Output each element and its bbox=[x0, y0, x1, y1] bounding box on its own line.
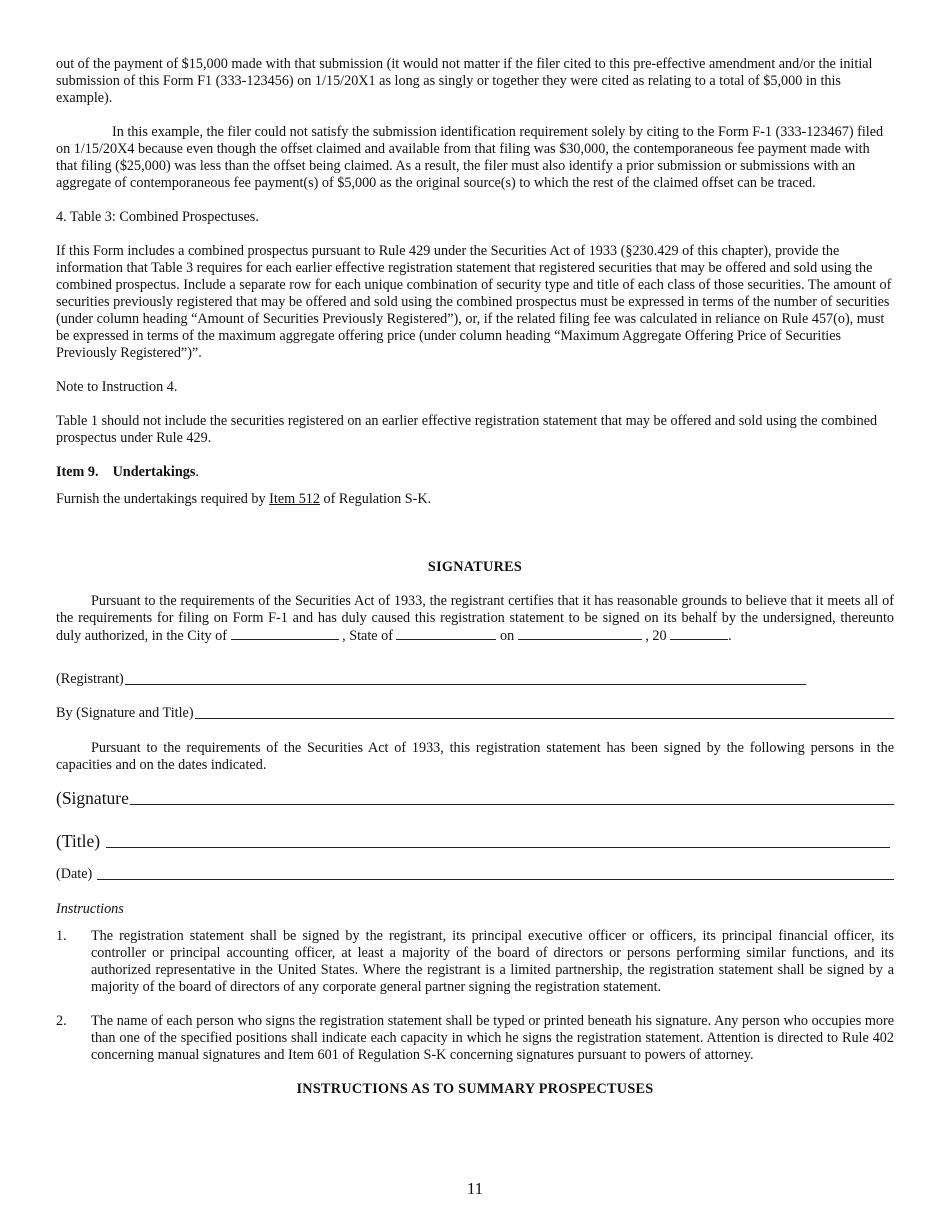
subheading-table3: 4. Table 3: Combined Prospectuses. bbox=[56, 209, 259, 225]
city-blank[interactable] bbox=[231, 627, 339, 640]
item9-text-before: Furnish the undertakings required by bbox=[56, 491, 270, 507]
instruction-item bbox=[56, 1013, 894, 1064]
item9-heading bbox=[56, 464, 894, 481]
paragraph-example: In this example, the filer could not satisfy the submission identification requirement solely by citing to the Form F-1 (333-123467) filed on 1/15/20X4 because even though the offset claimed and available from that filing was $30,000, the contemporaneous fee payment made with that filing ($25,000) was less than the offset being claimed. As a result, the filer must also identify a prior submission or submissions with an aggregate of contemporaneous fee payment(s) of $5,000 as the original source(s) to which the rest of the claimed offset can be traced. bbox=[56, 124, 884, 191]
instruction-text: The registration statement shall be signed by the registrant, its principal executive officer or officers, its principal financial officer, its controller or principal accounting officer, at least a majority of the board of directors or persons performing similar functions, and its authorized representative in the United States. Where the registrant is a limited partnership, the registration statement shall be signed by a majority of the board of directors of any corporate general partner signing the registration statement. bbox=[91, 928, 894, 995]
instruction-number: 2. bbox=[56, 1013, 67, 1029]
by-label: By (Signature and Title) bbox=[56, 705, 194, 721]
year-blank[interactable] bbox=[670, 627, 728, 640]
instruction-item bbox=[56, 928, 894, 996]
item512-link[interactable]: Item 512 bbox=[269, 491, 320, 507]
instruction-number: 1. bbox=[56, 928, 67, 944]
signatures-heading: SIGNATURES bbox=[427, 559, 523, 575]
signatures-intro bbox=[56, 593, 894, 645]
paragraph-combined-prospectus: If this Form includes a combined prospectus pursuant to Rule 429 under the Securities Act of 1933 (§230.429 of this chapter), provide the information that Table 3 requires for each earlier effective registration statement that registered securities that may be offered and sold using the combined prospectus. Include a separate row for each unique combination of security type and title of each class of those securities. The amount of securities previously registered that may be offered and sold using the combined prospectus must be expressed in terms of the number of securities (under column heading “Amount of Securities Previously Registered”), or, if the related filing fee was calculated in reliance on Rule 457(o), must be expressed in terms of the maximum aggregate offering price (under column heading “Maximum Aggregate Offering Price of Securities Previously Registered”)”. bbox=[56, 243, 892, 361]
end-period: . bbox=[728, 628, 732, 644]
summary-prospectuses-heading: INSTRUCTIONS AS TO SUMMARY PROSPECTUSES bbox=[296, 1081, 654, 1097]
item9-text-after: of Regulation S-K. bbox=[320, 491, 432, 507]
on-label: on bbox=[496, 628, 518, 644]
registrant-blank[interactable] bbox=[125, 684, 806, 685]
title-label: (Title) bbox=[56, 831, 101, 851]
date-label: (Date) bbox=[56, 866, 93, 882]
title-blank[interactable] bbox=[106, 847, 890, 848]
registrant-label: (Registrant) bbox=[56, 671, 124, 687]
date-blank[interactable] bbox=[518, 627, 642, 640]
paragraph-table1-note: Table 1 should not include the securities registered on an earlier effective registration statement that may be offered and sold using the combined prospectus under Rule 429. bbox=[56, 413, 878, 446]
registrant-line bbox=[56, 671, 806, 688]
item9-title: Undertakings bbox=[112, 464, 196, 480]
signature-label: (Signature bbox=[56, 788, 129, 808]
date-line bbox=[56, 866, 894, 883]
instructions-label: Instructions bbox=[56, 901, 124, 917]
state-blank[interactable] bbox=[396, 627, 496, 640]
signature-blank[interactable] bbox=[130, 804, 894, 805]
title-line bbox=[56, 831, 890, 851]
item9-text bbox=[56, 491, 894, 508]
note-heading: Note to Instruction 4. bbox=[56, 379, 178, 395]
instruction-text: The name of each person who signs the registration statement shall be typed or printed beneath his signature. Any person who occupies more than one of the specified positions shall indicate each capacity in which he signs the registration statement. Attention is directed to Rule 402 concerning manual signatures and Item 601 of Regulation S-K concerning signatures pursuant to powers of attorney. bbox=[91, 1013, 894, 1063]
state-label: , State of bbox=[338, 628, 397, 644]
by-signature-blank[interactable] bbox=[195, 718, 894, 719]
signatures-intro-text: Pursuant to the requirements of the Securities Act of 1933, the registrant certifies that it has reasonable grounds to believe that it meets all of the requirements for filing on Form F-1 and has duly caused this registration statement to be signed on its behalf by the undersigned, thereunto duly authorized, in the City of bbox=[56, 593, 894, 644]
item9-period: . bbox=[195, 464, 199, 480]
signature-line bbox=[56, 788, 894, 808]
date-line-blank[interactable] bbox=[97, 879, 894, 880]
item9-number: Item 9. bbox=[56, 464, 99, 480]
by-line bbox=[56, 705, 894, 722]
signatures-second-paragraph: Pursuant to the requirements of the Securities Act of 1933, this registration statement has been signed by the following persons in the capacities and on the dates indicated. bbox=[56, 740, 894, 773]
page-number: 11 bbox=[466, 1179, 484, 1198]
year-label: , 20 bbox=[641, 628, 671, 644]
document-page bbox=[56, 56, 894, 1098]
paragraph-offset-continuation: out of the payment of $15,000 made with that submission (it would not matter if the filer cited to this pre-effective amendment and/or the initial submission of this Form F1 (333-123456) on 1/15/20X1 as long as singly or together they were cited as relating to a total of $5,000 in this example). bbox=[56, 56, 873, 106]
